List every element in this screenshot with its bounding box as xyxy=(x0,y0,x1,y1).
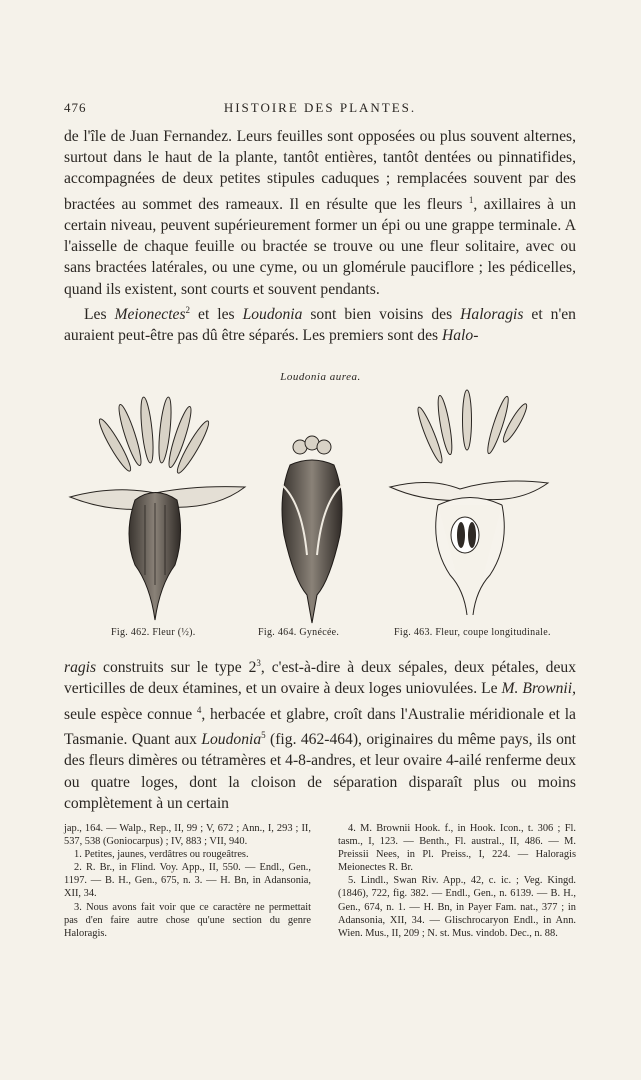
footnote-4: 4. M. Brownii Hook. f., in Hook. Icon., t. 306 ; Fl. tasm., I, 123. — Benth., Fl. austral., II, 486. — M. Preissii Nees, in Pl. Preiss., I, 224. — Haloragis Meionectes R. Br. xyxy=(338,823,576,874)
footnote-2: 2. R. Br., in Flind. Voy. App., II, 550. — Endl., Gen., 1197. — B. H., Gen., 675, n. 3. — H. Bn, in Adansonia, XII, 34. xyxy=(64,862,311,900)
flower-drawing xyxy=(70,397,245,620)
footnote-3: 3. Nous avons fait voir que ce caractère ne permettait pas d'en faire autre chose qu'une section du genre Haloragis. xyxy=(64,901,311,939)
paragraph-2: Les Meionectes$^2$ et les Loudonia sont bien voisins des Haloragis et n'en auraient peut-être pas dû être séparés. Les premiers sont des Halo- xyxy=(64,304,576,345)
paragraph-3: ragis construits sur le type $2^3$, c'est-à-dire à deux sépales, deux pétales, deux verticilles de deux étamines, et un ovaire à deux loges uniovulées. Le M. Brownii, seule espèce connue $^4$, herbacée et glabre, croît dans l'Australie méridionale et la Tasmanie. Quant aux Loudonia$^5$ (fig. 462-464), originaires du même pays, ils ont des fleurs dimères ou tétramères et 4-8-andres, et leur ovaire 4-ailé renferme deux ou quatre loges, dont la cloison de séparation disparaît plus ou moins complètement à un certain xyxy=(64,658,577,812)
caption-fig-462: Fig. 462. Fleur (½). xyxy=(111,627,196,638)
footnote-5: 5. Lindl., Swan Riv. App., 42, c. ic. ; Veg. Kingd. (1846), 722, fig. 382. — Endl., Gen., n. 6139. — B. H., Gen., 674, n. 1. — H. Bn, in Payer Fam. nat., 377 ; in Adansonia, XII, 34. — Glischrocaryon Endl., in Ann. Wien. Mus., II, 209 ; N. st. Mus. vindob. Dec., n. 88. xyxy=(338,875,576,939)
running-header xyxy=(64,100,576,120)
footnote-continued: jap., 164. — Walp., Rep., II, 99 ; V, 672 ; Ann., I, 293 ; II, 537, 538 (Goniocarpus) ; IV, 883 ; VII, 940. xyxy=(64,823,311,848)
footnotes-left-column xyxy=(64,822,311,940)
caption-fig-463: Fig. 463. Fleur, coupe longitudinale. xyxy=(394,627,551,638)
botanical-illustration xyxy=(60,385,580,625)
footnote-1: 1. Petites, jaunes, verdâtres ou rougeâtres. xyxy=(74,849,249,861)
longitudinal-section-drawing xyxy=(390,390,548,615)
figure-title: Loudonia aurea. xyxy=(280,371,361,383)
gynoecium-drawing xyxy=(282,436,342,623)
text-block-top xyxy=(64,126,576,346)
footnotes-right-column xyxy=(338,822,576,940)
running-title: HISTOIRE DES PLANTES. xyxy=(223,100,417,115)
caption-fig-464: Fig. 464. Gynécée. xyxy=(258,627,340,638)
text-block-bottom xyxy=(64,653,576,814)
page-number: 476 xyxy=(64,100,87,115)
paragraph-1: de l'île de Juan Fernandez. Leurs feuilles sont opposées ou plus souvent alternes, surtout dans le haut de la plante, tantôt entières, tantôt dentées ou pinnatifides, accompagnées de deux petites stipules caduques ; remplacées souvent par des bractées au sommet des rameaux. Il en résulte que les fleurs $^1$, axillaires à un certain niveau, peuvent supérieurement former un épi ou une grappe terminale. A l'aisselle de chaque feuille ou bractée se trouve ou une fleur solitaire, avec ou sans bractées latérales, ou une cyme, ou un glomérule pauciflore ; les pédicelles, quand ils existent, sont courts et souvent pendants. xyxy=(64,128,576,298)
